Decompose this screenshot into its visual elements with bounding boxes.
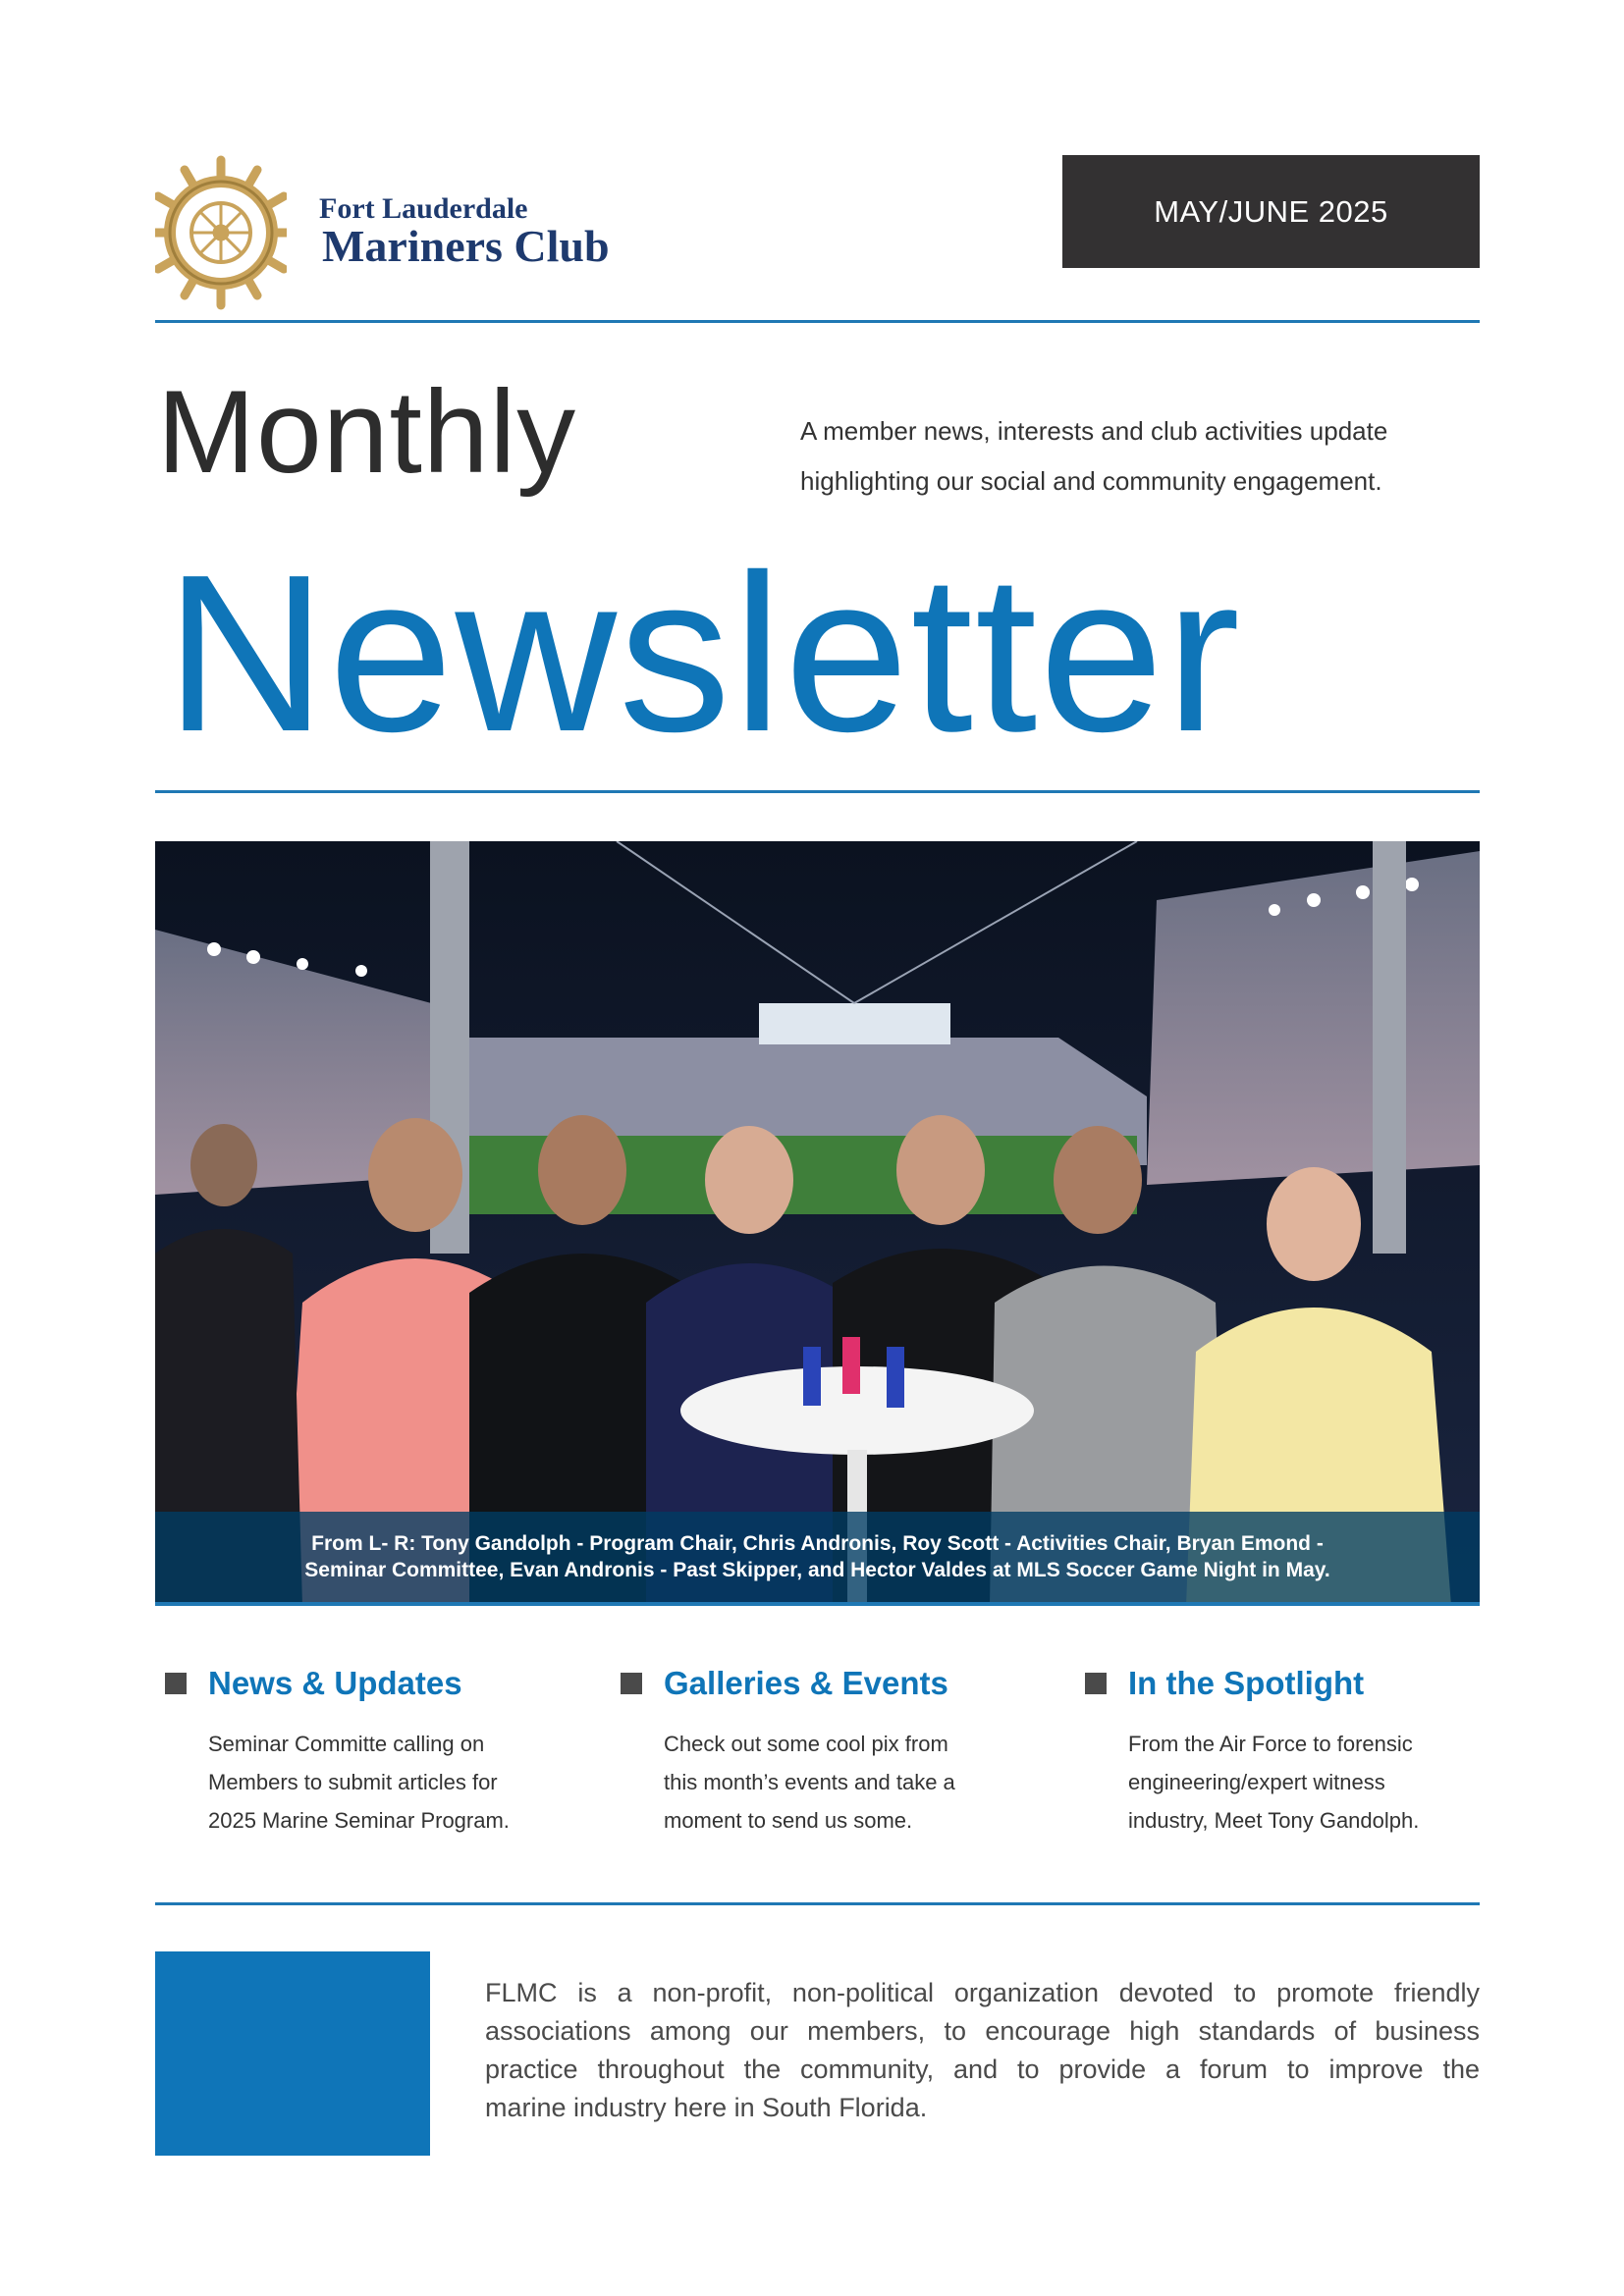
divider-middle <box>155 790 1480 793</box>
masthead-title-monthly: Monthly <box>157 366 577 498</box>
description-line: From the Air Force to forensic <box>1128 1732 1413 1756</box>
section-title[interactable]: Galleries & Events <box>664 1665 948 1701</box>
section-heading <box>1085 1662 1458 1705</box>
description-line: Check out some cool pix from <box>664 1732 948 1756</box>
logo-text-line1: Fort Lauderdale <box>319 192 528 225</box>
mission-line: associations among our members, to encourage high standards of business <box>485 2016 1480 2046</box>
mission-statement <box>485 1974 1480 2127</box>
description-line: this month’s events and take a <box>664 1770 955 1794</box>
section-heading <box>165 1662 538 1705</box>
logo-text-line2: Mariners Club <box>322 221 610 271</box>
subtitle-line: A member news, interests and club activities update <box>800 416 1388 446</box>
section-description <box>664 1725 994 1840</box>
subtitle-line: highlighting our social and community engagement. <box>800 466 1382 496</box>
decorative-blue-block <box>155 1951 430 2156</box>
mission-line: practice throughout the community, and to provide a forum to improve the <box>485 2055 1480 2084</box>
description-line: 2025 Marine Seminar Program. <box>208 1808 510 1833</box>
section-spotlight[interactable] <box>1085 1662 1458 1840</box>
mission-line: marine industry here in South Florida. <box>485 2093 928 2122</box>
club-logo <box>155 155 666 310</box>
description-line: engineering/expert witness <box>1128 1770 1385 1794</box>
mission-line: FLMC is a non-profit, non-political organization devoted to promote friendly <box>485 1978 1480 2007</box>
masthead-title-newsletter: Newsletter <box>165 529 1242 778</box>
square-bullet-icon <box>1085 1673 1107 1694</box>
divider-bottom <box>155 1902 1480 1905</box>
caption-line: Seminar Committee, Evan Andronis - Past Skipper, and Hector Valdes at MLS Soccer Game Night in May. <box>304 1559 1330 1581</box>
caption-line: From L- R: Tony Gandolph - Program Chair, Chris Andronis, Roy Scott - Activities Chair, Bryan Emond - <box>311 1532 1324 1555</box>
divider-top <box>155 320 1480 323</box>
ship-wheel-icon <box>155 155 287 310</box>
description-line: moment to send us some. <box>664 1808 913 1833</box>
section-title[interactable]: News & Updates <box>208 1665 462 1701</box>
section-galleries-events[interactable] <box>621 1662 994 1840</box>
square-bullet-icon <box>621 1673 642 1694</box>
feature-photo <box>155 841 1480 1606</box>
section-news-updates[interactable] <box>165 1662 538 1840</box>
description-line: industry, Meet Tony Gandolph. <box>1128 1808 1420 1833</box>
description-line: Seminar Committe calling on <box>208 1732 485 1756</box>
issue-date-badge: MAY/JUNE 2025 <box>1062 155 1480 268</box>
section-description <box>208 1725 538 1840</box>
section-heading <box>621 1662 994 1705</box>
section-description <box>1128 1725 1458 1840</box>
photo-caption <box>155 1512 1480 1606</box>
square-bullet-icon <box>165 1673 187 1694</box>
section-title[interactable]: In the Spotlight <box>1128 1665 1365 1701</box>
stadium-group-photo <box>155 841 1480 1606</box>
masthead-subtitle <box>800 406 1488 507</box>
description-line: Members to submit articles for <box>208 1770 498 1794</box>
